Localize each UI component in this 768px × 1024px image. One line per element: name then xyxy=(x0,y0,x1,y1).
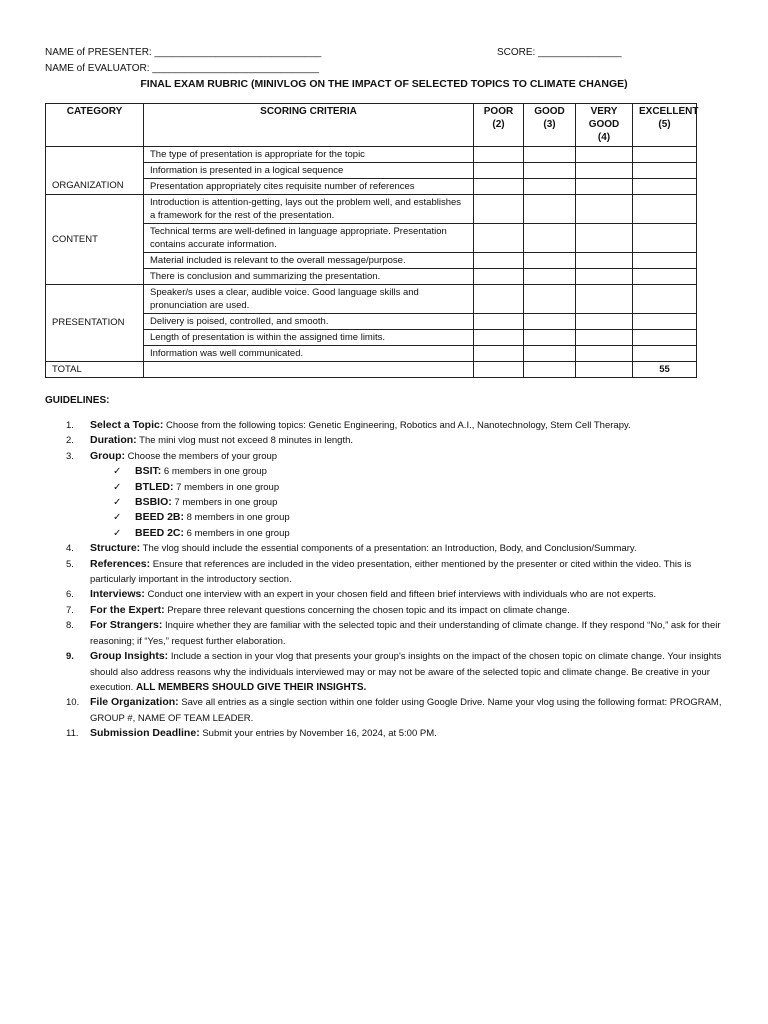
criterion: Length of presentation is within the assigned time limits. xyxy=(144,330,474,346)
score-cell[interactable] xyxy=(576,163,633,179)
score-cell[interactable] xyxy=(633,285,697,314)
group-item xyxy=(45,526,725,541)
item-number: 11. xyxy=(66,728,79,740)
category-content: CONTENT xyxy=(46,195,144,285)
item-number: 1. xyxy=(66,420,74,431)
item-term: Duration: xyxy=(90,434,137,447)
list-item xyxy=(45,603,725,618)
criterion: Information is presented in a logical sequence xyxy=(144,163,474,179)
score-cell[interactable] xyxy=(576,314,633,330)
checkmark-icon: ✓ xyxy=(113,497,122,509)
category-presentation: PRESENTATION xyxy=(46,285,144,362)
score-cell[interactable] xyxy=(633,330,697,346)
list-item xyxy=(45,587,725,602)
excellent-header: EXCELLENT (5) xyxy=(633,104,697,147)
rubric-title: FINAL EXAM RUBRIC (MINIVLOG ON THE IMPACT OF SELECTED TOPICS TO CLIMATE CHANGE) xyxy=(140,78,628,90)
score-cell[interactable] xyxy=(633,179,697,195)
checkmark-icon: ✓ xyxy=(113,481,122,493)
score-cell[interactable] xyxy=(576,346,633,362)
score-cell[interactable] xyxy=(474,269,524,285)
group-members: 8 members in one group xyxy=(186,512,290,524)
item-term: For Strangers: xyxy=(90,619,163,632)
score-cell[interactable] xyxy=(524,362,576,378)
very-good-header: VERY GOOD (4) xyxy=(576,104,633,147)
list-item xyxy=(45,618,725,649)
checkmark-icon: ✓ xyxy=(113,512,122,524)
score-cell[interactable] xyxy=(524,346,576,362)
score-cell[interactable] xyxy=(474,285,524,314)
score-cell[interactable] xyxy=(524,147,576,163)
item-term: Submission Deadline: xyxy=(90,727,200,740)
item-term: File Organization: xyxy=(90,696,179,709)
item-term: References: xyxy=(90,557,151,570)
item-number: 10. xyxy=(66,697,80,709)
group-program: BEED 2C: xyxy=(135,526,185,539)
table-row xyxy=(46,346,697,362)
score-cell[interactable] xyxy=(524,269,576,285)
group-program: BTLED: xyxy=(135,480,174,493)
item-text: Choose from the following topics: Genetic Engineering, Robotics and A.I., Nanotechnology, Stem Cell Therapy. xyxy=(165,420,631,431)
list-item xyxy=(45,541,725,556)
total-label: TOTAL xyxy=(46,362,144,378)
total-criteria-cell xyxy=(144,362,474,378)
poor-header: POOR (2) xyxy=(474,104,524,147)
score-cell[interactable] xyxy=(524,195,576,224)
item-number: 5. xyxy=(66,558,74,570)
criterion: The type of presentation is appropriate for the topic xyxy=(144,147,474,163)
score-cell[interactable] xyxy=(576,195,633,224)
score-cell[interactable] xyxy=(576,285,633,314)
score-cell[interactable] xyxy=(474,224,524,253)
score-cell[interactable] xyxy=(633,147,697,163)
item-text: The vlog should include the essential components of a presentation: an Introduction, Body, and Conclusion/Summary. xyxy=(142,543,637,555)
score-cell[interactable] xyxy=(524,224,576,253)
score-cell[interactable] xyxy=(576,147,633,163)
score-cell[interactable] xyxy=(633,253,697,269)
score-cell[interactable] xyxy=(474,362,524,378)
item-number: 7. xyxy=(66,604,74,616)
guidelines-title: GUIDELINES: xyxy=(45,395,110,406)
list-item xyxy=(45,726,725,741)
score-cell[interactable] xyxy=(576,224,633,253)
group-item xyxy=(45,480,725,495)
guidelines-list xyxy=(45,418,725,742)
item-text: Ensure that references are included in the video presentation, either mentioned by the presenter or cited within the video. This is particularly important in the introductory section. xyxy=(90,558,692,586)
group-program: BEED 2B: xyxy=(135,511,185,524)
item-number: 9. xyxy=(66,651,74,663)
group-program: BSIT: xyxy=(135,465,162,478)
category-organization: ORGANIZATION xyxy=(46,147,144,195)
item-number: 6. xyxy=(66,589,74,601)
checkmark-icon: ✓ xyxy=(113,527,122,539)
total-row xyxy=(46,362,697,378)
item-text: Choose the members of your group xyxy=(127,450,278,462)
criterion: Introduction is attention-getting, lays out the problem well, and establishes a framework for the rest of the presentation. xyxy=(144,195,474,224)
score-cell[interactable] xyxy=(633,163,697,179)
item-text: Prepare three relevant questions concerning the chosen topic and its impact on climate change. xyxy=(167,604,570,616)
item-text: Include a section in your vlog that presents your group's insights on the impact of the chosen topic on climate change. Your insights should also address reasons why the individuals interviewed may or may not be aware of the selected topic and climate change. Be creative in your execution. xyxy=(90,651,722,693)
item-number: 8. xyxy=(66,620,74,632)
score-cell[interactable] xyxy=(524,253,576,269)
score-cell[interactable] xyxy=(524,314,576,330)
list-item xyxy=(45,695,725,726)
table-row xyxy=(46,179,697,195)
table-row xyxy=(46,147,697,163)
item-emphasis: ALL MEMBERS SHOULD GIVE THEIR INSIGHTS. xyxy=(135,681,367,693)
evaluator-name-line: NAME of EVALUATOR: ______________________________ xyxy=(45,63,320,74)
table-row xyxy=(46,330,697,346)
checkmark-icon: ✓ xyxy=(113,466,122,478)
item-text: Submit your entries by November 16, 2024, at 5:00 PM. xyxy=(202,728,437,740)
score-cell[interactable] xyxy=(474,330,524,346)
item-number: 2. xyxy=(66,435,74,447)
item-number: 4. xyxy=(66,543,74,555)
score-cell[interactable] xyxy=(474,314,524,330)
item-term: For the Expert: xyxy=(90,603,165,616)
criterion: Technical terms are well-defined in language appropriate. Presentation contains accurate information. xyxy=(144,224,474,253)
score-cell[interactable] xyxy=(576,362,633,378)
group-item xyxy=(45,510,725,525)
item-term: Group Insights: xyxy=(90,650,169,663)
group-program: BSBIO: xyxy=(135,496,172,509)
score-cell[interactable] xyxy=(524,285,576,314)
list-item xyxy=(45,449,725,464)
criterion: There is conclusion and summarizing the presentation. xyxy=(144,269,474,285)
list-item xyxy=(45,433,725,448)
score-cell[interactable] xyxy=(474,179,524,195)
score-cell[interactable] xyxy=(474,253,524,269)
score-cell[interactable] xyxy=(633,195,697,224)
score-cell[interactable] xyxy=(576,253,633,269)
criteria-header: SCORING CRITERIA xyxy=(144,104,474,147)
group-members: 7 members in one group xyxy=(176,481,280,493)
score-cell[interactable] xyxy=(576,269,633,285)
score-cell[interactable] xyxy=(474,346,524,362)
item-number: 3. xyxy=(66,450,74,462)
rubric-table xyxy=(45,103,697,378)
table-row xyxy=(46,314,697,330)
list-item xyxy=(45,649,725,695)
item-term: Interviews: xyxy=(90,588,145,601)
score-cell[interactable] xyxy=(633,269,697,285)
table-row xyxy=(46,163,697,179)
table-row xyxy=(46,195,697,224)
group-item xyxy=(45,464,725,479)
score-cell[interactable] xyxy=(524,179,576,195)
group-members: 7 members in one group xyxy=(174,497,278,509)
item-text: Inquire whether they are familiar with the selected topic and their understanding of climate change. If they respond “No,” ask for their reasoning; if “Yes,” request further elaboration. xyxy=(90,620,721,647)
score-cell[interactable] xyxy=(576,179,633,195)
item-term: Group: xyxy=(90,449,125,462)
list-item xyxy=(45,418,725,433)
score-cell[interactable] xyxy=(474,163,524,179)
group-members: 6 members in one group xyxy=(186,527,290,539)
score-line: SCORE: _______________ xyxy=(497,47,622,58)
score-cell[interactable] xyxy=(474,147,524,163)
item-text: Conduct one interview with an expert in your chosen field and fifteen brief interviews with individuals who are not experts. xyxy=(147,589,657,601)
item-term: Structure: xyxy=(90,542,141,555)
score-cell[interactable] xyxy=(633,346,697,362)
score-cell[interactable] xyxy=(474,195,524,224)
table-row xyxy=(46,224,697,253)
criterion: Speaker/s uses a clear, audible voice. Good language skills and pronunciation are used. xyxy=(144,285,474,314)
score-cell[interactable] xyxy=(633,314,697,330)
criterion: Material included is relevant to the overall message/purpose. xyxy=(144,253,474,269)
rubric-header-row xyxy=(46,104,697,147)
category-header: CATEGORY xyxy=(46,104,144,147)
presenter-name-line: NAME of PRESENTER: ______________________________ xyxy=(45,47,322,58)
group-members: 6 members in one group xyxy=(163,466,267,478)
score-cell[interactable] xyxy=(576,330,633,346)
criterion: Presentation appropriately cites requisite number of references xyxy=(144,179,474,195)
item-term: Select a Topic: xyxy=(90,419,164,431)
table-row xyxy=(46,269,697,285)
criterion: Delivery is poised, controlled, and smooth. xyxy=(144,314,474,330)
score-cell[interactable] xyxy=(524,163,576,179)
table-row xyxy=(46,285,697,314)
list-item xyxy=(45,557,725,588)
item-text: The mini vlog must not exceed 8 minutes in length. xyxy=(139,435,354,447)
score-cell[interactable] xyxy=(633,224,697,253)
score-cell[interactable] xyxy=(524,330,576,346)
total-score: 55 xyxy=(633,362,697,378)
table-row xyxy=(46,253,697,269)
item-text: Save all entries as a single section within one folder using Google Drive. Name your vlog using the following format: PROGRAM, GROUP #, NAME OF TEAM LEADER. xyxy=(90,697,722,724)
criterion: Information was well communicated. xyxy=(144,346,474,362)
group-item xyxy=(45,495,725,510)
good-header: GOOD (3) xyxy=(524,104,576,147)
